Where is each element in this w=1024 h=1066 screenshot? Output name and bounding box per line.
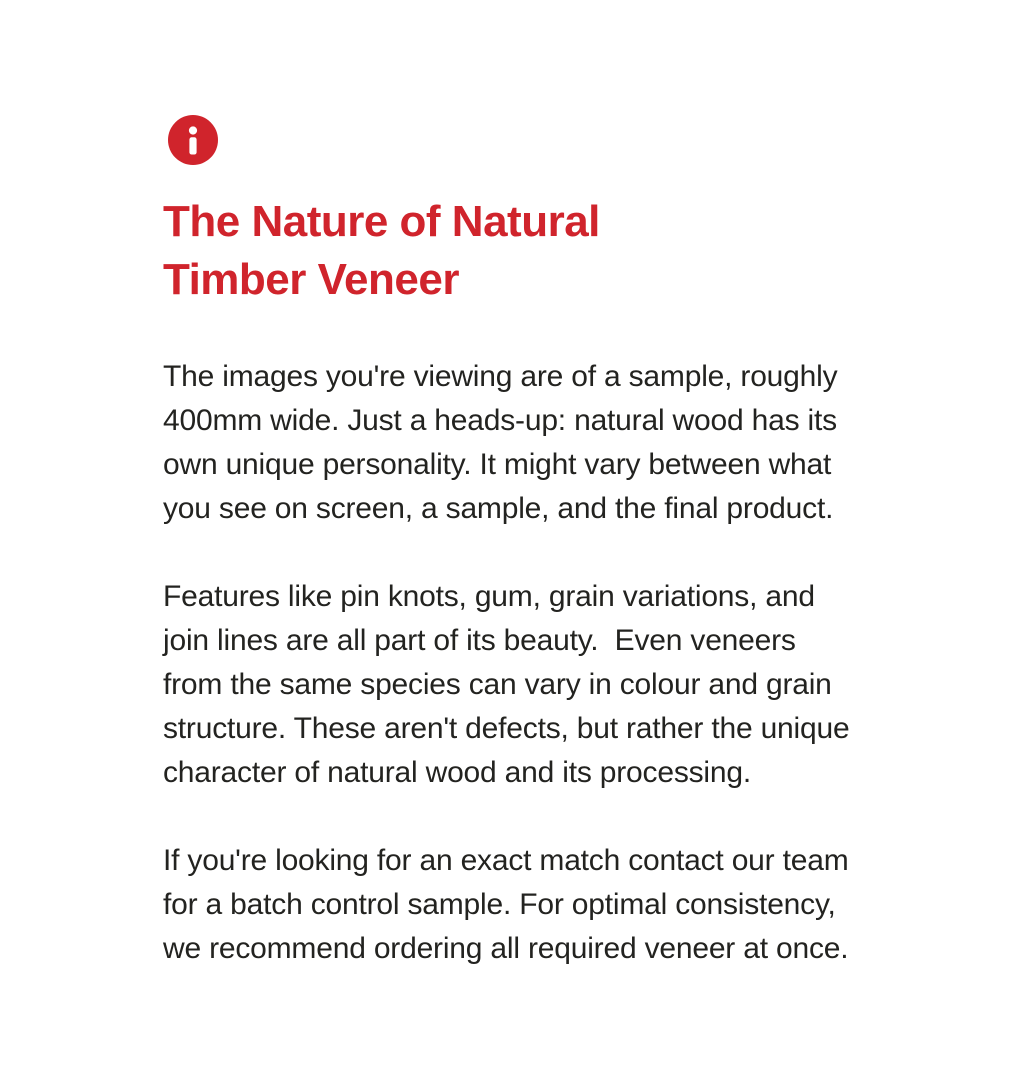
section-body [163, 355, 863, 971]
section-title: The Nature of Natural Timber Veneer [163, 197, 600, 304]
info-section [163, 115, 883, 971]
info-icon [168, 115, 218, 165]
body-paragraph-1: The images you're viewing are of a sample, roughly 400mm wide. Just a heads-up: natural wood has its own unique personality. It might vary between what you see on screen, a sample, and the final product. [163, 360, 846, 525]
body-paragraph-3: If you're looking for an exact match contact our team for a batch control sample. For optimal consistency, we recommend ordering all required veneer at once. [163, 844, 857, 965]
body-paragraph-2: Features like pin knots, gum, grain variations, and join lines are all part of its beauty. Even veneers from the same species can vary in colour and grain structure. These aren't defects, but rather the unique character of natural wood and its processing. [163, 580, 858, 789]
